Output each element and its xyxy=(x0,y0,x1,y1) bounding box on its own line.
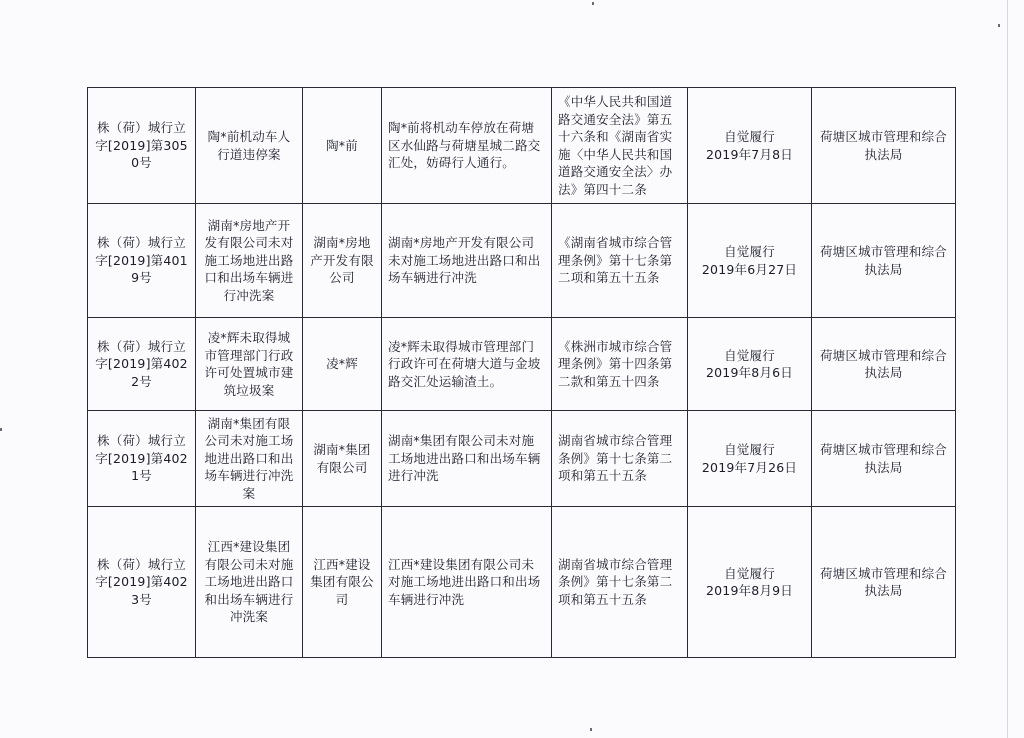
case-number-cell: 株（荷）城行立字[2019]第3050号 xyxy=(88,88,196,204)
authority-cell: 荷塘区城市管理和综合执法局 xyxy=(812,204,956,318)
facts-cell: 陶*前将机动车停放在荷塘区水仙路与荷塘星城二路交汇处，妨碍行人通行。 xyxy=(382,88,552,204)
legal-basis-cell: 湖南省城市综合管理条例》第十七条第二项和第五十五条 xyxy=(552,411,688,507)
case-number-cell: 株（荷）城行立字[2019]第4021号 xyxy=(88,411,196,507)
result-cell: 自觉履行 2019年7月26日 xyxy=(688,411,812,507)
scan-mark xyxy=(592,2,594,5)
legal-basis-cell: 《株洲市城市综合管理条例》第十四条第二款和第五十四条 xyxy=(552,318,688,411)
case-number-cell: 株（荷）城行立字[2019]第4022号 xyxy=(88,318,196,411)
case-name-cell: 湖南*集团有限公司未对施工场地进出路口和出场车辆进行冲洗案 xyxy=(196,411,303,507)
case-name-cell: 凌*辉未取得城市管理部门行政许可处置城市建筑垃圾案 xyxy=(196,318,303,411)
case-name-cell: 湖南*房地产开发有限公司未对施工场地进出路口和出场车辆进行冲洗案 xyxy=(196,204,303,318)
table-row xyxy=(88,507,956,658)
facts-cell: 凌*辉未取得城市管理部门行政许可在荷塘大道与金坡路交汇处运输渣土。 xyxy=(382,318,552,411)
scan-mark xyxy=(998,24,1000,27)
administrative-penalty-table xyxy=(87,87,956,658)
result-cell: 自觉履行 2019年8月9日 xyxy=(688,507,812,658)
case-number-cell: 株（荷）城行立字[2019]第4019号 xyxy=(88,204,196,318)
authority-cell: 荷塘区城市管理和综合执法局 xyxy=(812,318,956,411)
authority-cell: 荷塘区城市管理和综合执法局 xyxy=(812,507,956,658)
table-row xyxy=(88,318,956,411)
case-name-cell: 陶*前机动车人行道违停案 xyxy=(196,88,303,204)
party-cell: 湖南*集团有限公司 xyxy=(303,411,382,507)
result-cell: 自觉履行 2019年8月6日 xyxy=(688,318,812,411)
case-table-wrapper xyxy=(87,87,955,657)
party-cell: 江西*建设集团有限公司 xyxy=(303,507,382,658)
party-cell: 凌*辉 xyxy=(303,318,382,411)
case-number-cell: 株（荷）城行立字[2019]第4023号 xyxy=(88,507,196,658)
facts-cell: 湖南*房地产开发有限公司未对施工场地进出路口和出场车辆进行冲洗 xyxy=(382,204,552,318)
table-body xyxy=(88,88,956,658)
legal-basis-cell: 《湖南省城市综合管理条例》第十七条第二项和第五十五条 xyxy=(552,204,688,318)
scan-mark xyxy=(590,728,592,731)
legal-basis-cell: 《中华人民共和国道路交通安全法》第五十六条和《湖南省实施〈中华人民共和国道路交通安全法〉办法》第四十二条 xyxy=(552,88,688,204)
scan-edge-line xyxy=(1007,0,1008,738)
scan-mark xyxy=(0,428,2,431)
facts-cell: 江西*建设集团有限公司未对施工场地进出路口和出场车辆进行冲洗 xyxy=(382,507,552,658)
authority-cell: 荷塘区城市管理和综合执法局 xyxy=(812,88,956,204)
result-cell: 自觉履行 2019年7月8日 xyxy=(688,88,812,204)
table-row xyxy=(88,204,956,318)
table-row xyxy=(88,88,956,204)
table-row xyxy=(88,411,956,507)
facts-cell: 湖南*集团有限公司未对施工场地进出路口和出场车辆进行冲洗 xyxy=(382,411,552,507)
legal-basis-cell: 湖南省城市综合管理条例》第十七条第二项和第五十五条 xyxy=(552,507,688,658)
party-cell: 湖南*房地产开发有限公司 xyxy=(303,204,382,318)
authority-cell: 荷塘区城市管理和综合执法局 xyxy=(812,411,956,507)
case-name-cell: 江西*建设集团有限公司未对施工场地进出路口和出场车辆进行冲洗案 xyxy=(196,507,303,658)
result-cell: 自觉履行 2019年6月27日 xyxy=(688,204,812,318)
party-cell: 陶*前 xyxy=(303,88,382,204)
